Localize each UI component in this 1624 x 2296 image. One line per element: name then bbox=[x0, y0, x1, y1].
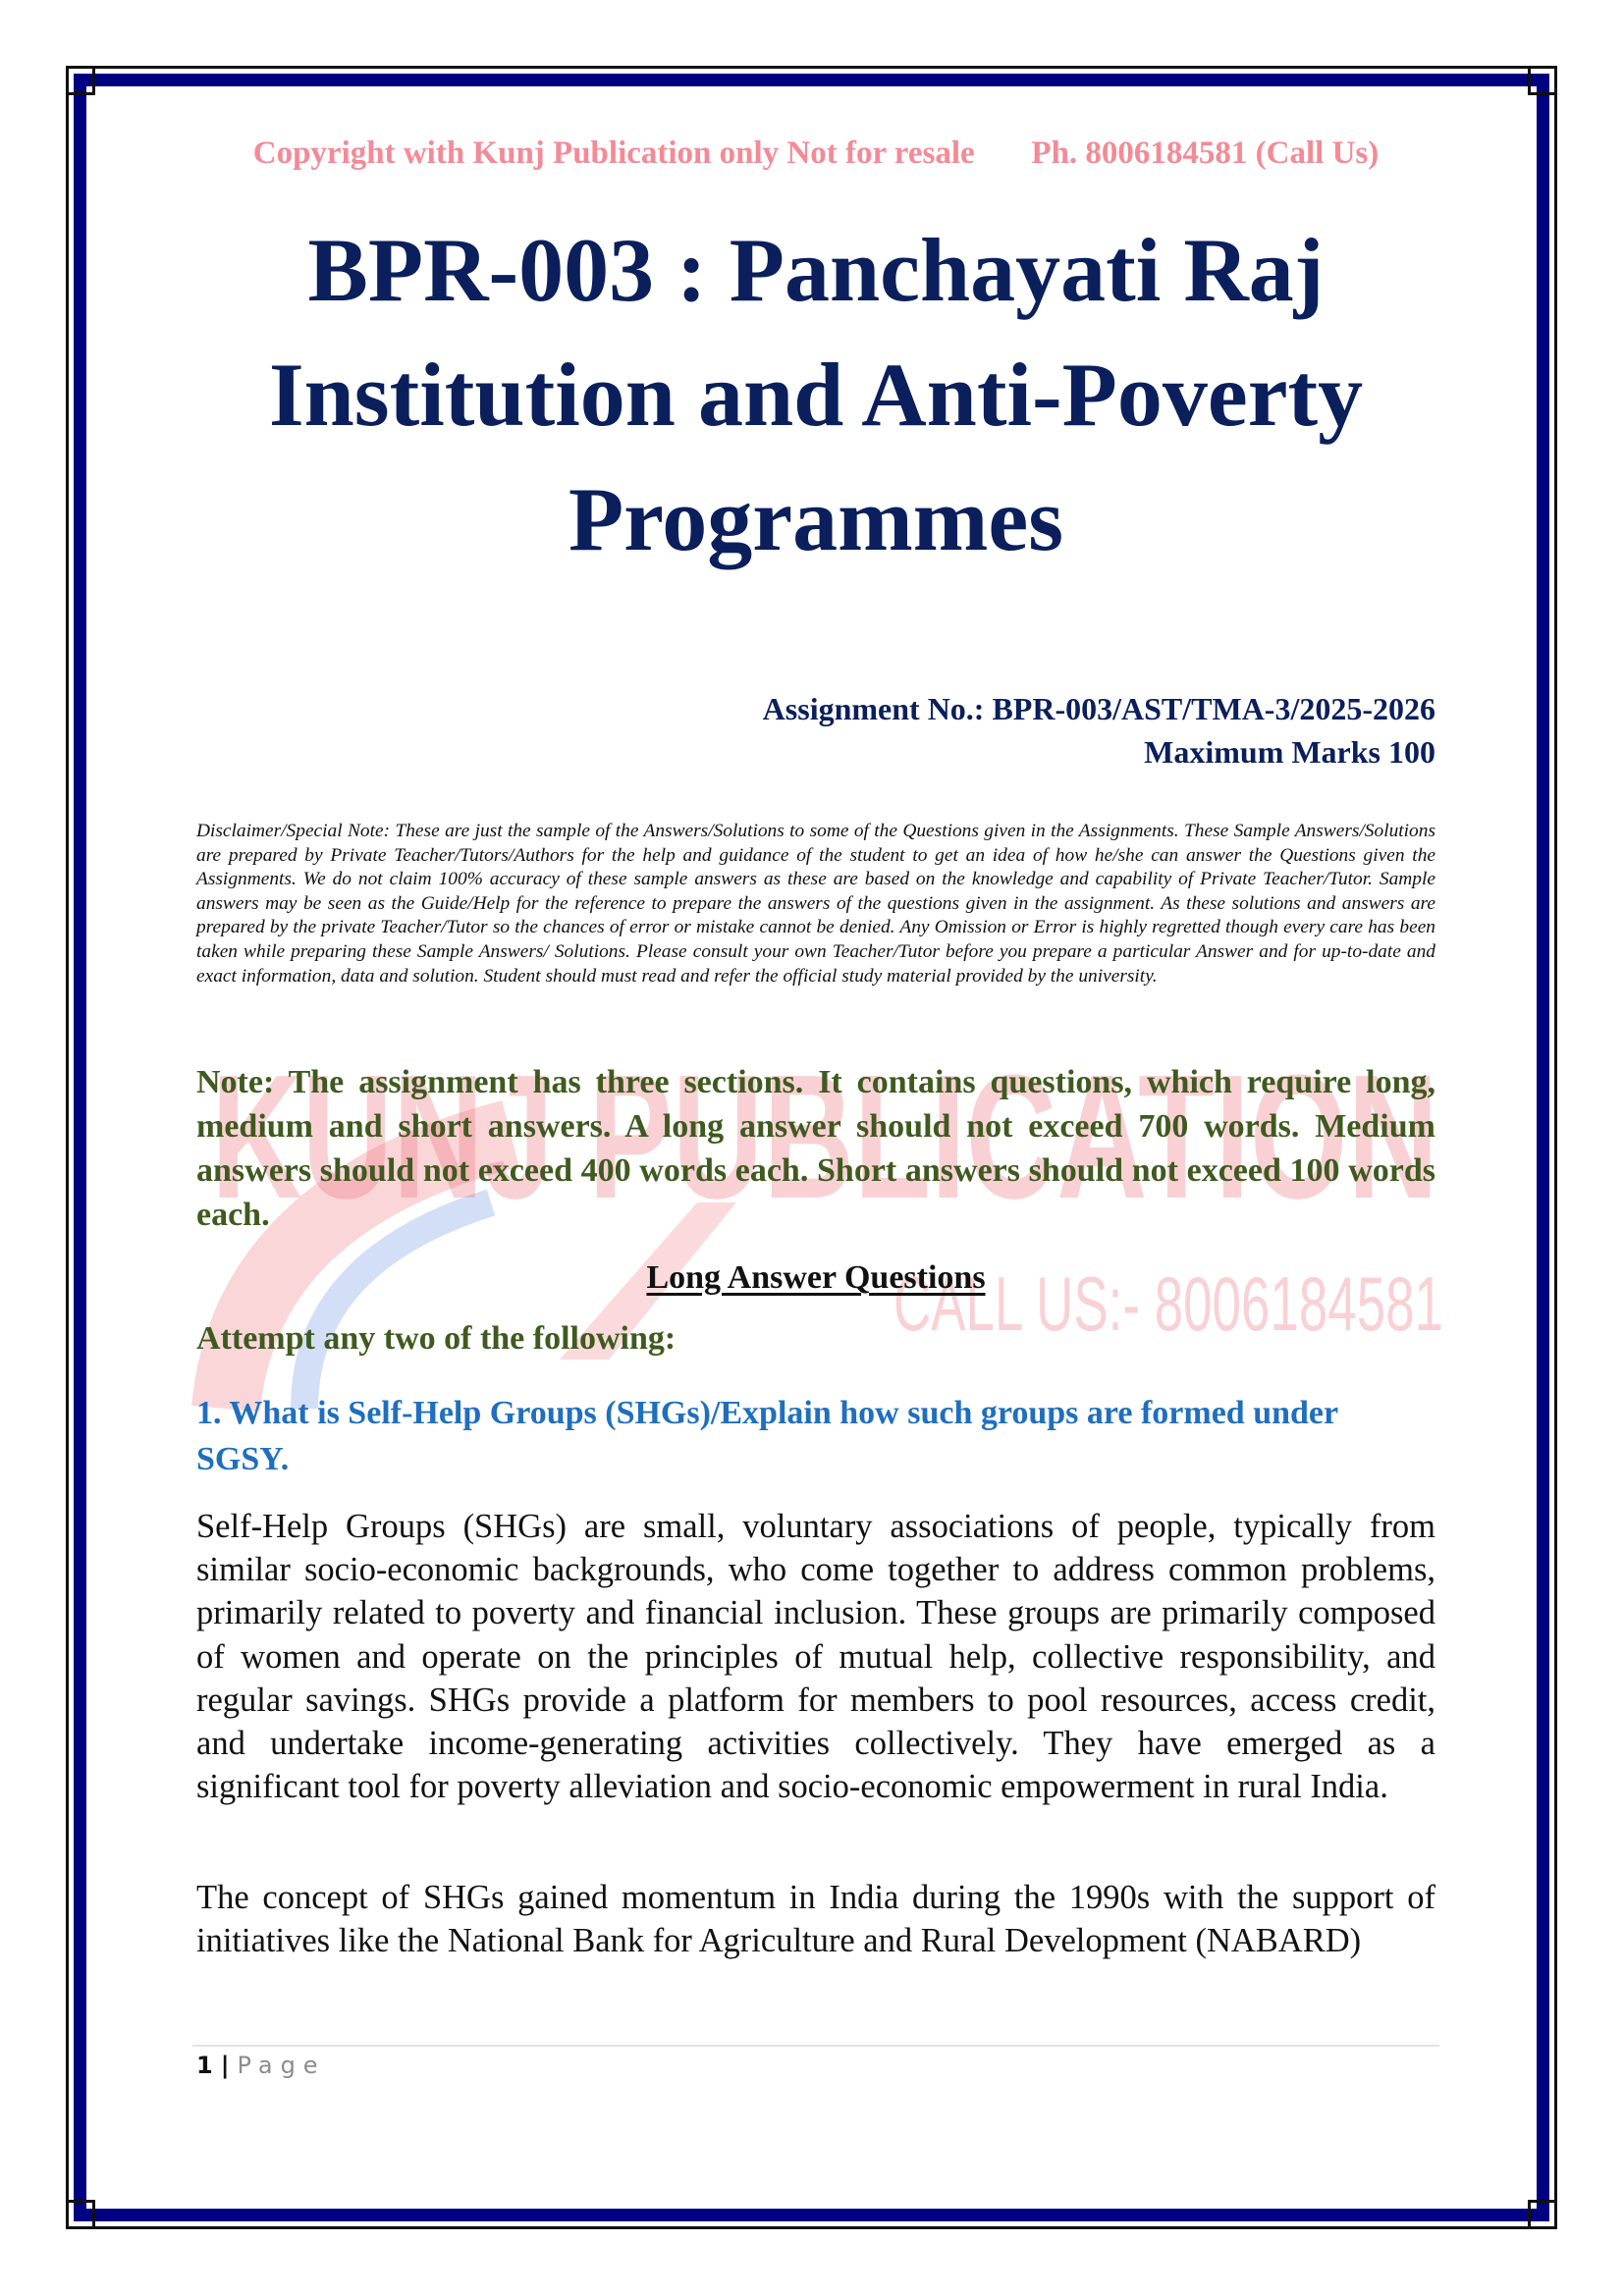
question-1: 1. What is Self-Help Groups (SHGs)/Explain how such groups are formed under SGSY. bbox=[196, 1395, 1338, 1477]
title-line-1: BPR-003 : Panchayati Raj bbox=[307, 220, 1325, 320]
assignment-info bbox=[196, 687, 1435, 774]
copyright-header bbox=[196, 135, 1435, 172]
corner-ornament-top-right bbox=[1528, 66, 1557, 95]
phone-text: Ph. 8006184581 (Call Us) bbox=[1031, 135, 1380, 171]
page-title bbox=[196, 208, 1435, 582]
page-number: 1 bbox=[196, 2052, 213, 2079]
footer-divider bbox=[192, 2045, 1439, 2047]
answer-paragraph: Self-Help Groups (SHGs) are small, voluntary associations of people, typically from similar socio-economic backgrounds, who come together to address common problems, primarily related to poverty and financial inclusion. These groups are primarily composed of women and operate on the principles of mutual help, collective responsibility, and regular savings. SHGs provide a platform for members to pool resources, access credit, and undertake income-generating activities collectively. They have emerged as a significant tool for poverty alleviation and socio-economic empowerment in rural India. bbox=[196, 1508, 1435, 1806]
title-line-2: Institution and Anti-Poverty bbox=[268, 345, 1364, 445]
title-line-3: Programmes bbox=[568, 469, 1064, 569]
answer-paragraph: The concept of SHGs gained momentum in India during the 1990s with the support of initiatives like the National Bank for Agriculture and Rural Development (NABARD) bbox=[196, 1879, 1435, 1960]
corner-ornament-top-left bbox=[66, 66, 95, 95]
section-heading-text: Long Answer Questions bbox=[646, 1259, 986, 1296]
watermark-brand: KUNJ PUBLICATION bbox=[211, 1039, 1438, 1236]
assignment-number: Assignment No.: BPR-003/AST/TMA-3/2025-2026 bbox=[762, 691, 1435, 726]
corner-ornament-bottom-right bbox=[1528, 2200, 1557, 2229]
corner-ornament-bottom-left bbox=[66, 2200, 95, 2229]
disclaimer: Disclaimer/Special Note: These are just the sample of the Answers/Solutions to some of the Questions given in the Assignments. These Sample Answers/Solutions are prepared by Private Teacher/Tutors/Authors for the help and guidance of the student to get an idea of how he/she can answer the Questions given the Assignments. We do not claim 100% accuracy of these sample answers as these are based on the knowledge and capability of Private Teacher/Tutor. Sample answers may be seen as the Guide/Help for the reference to prepare the answers of the questions given in the assignment. As these solutions and answers are prepared by the private Teacher/Tutor so the chances of error or mistake cannot be denied. Any Omission or Error is highly regretted though every care has been taken while preparing these Sample Answers/ Solutions. Please consult your own Teacher/Tutor before you prepare a particular Answer and for up-to-date and exact information, data and solution. Student should must read and refer the official study material provided by the university. bbox=[196, 821, 1435, 987]
copyright-text: Copyright with Kunj Publication only Not for resale bbox=[252, 135, 975, 171]
watermark-call: CALL US:- 8006184581 bbox=[893, 1260, 1443, 1347]
page-label: Page bbox=[237, 2052, 326, 2079]
section-heading bbox=[196, 1259, 1435, 1297]
maximum-marks: Maximum Marks 100 bbox=[1144, 734, 1435, 770]
assignment-note: Note: The assignment has three sections. It contains questions, which require long, medium and short answers. A long answer should not exceed 700 words. Medium answers should not exceed 400 words each. Short answers should not exceed 100 words each. bbox=[196, 1064, 1435, 1233]
section-instruction: Attempt any two of the following: bbox=[196, 1320, 677, 1357]
page-footer bbox=[196, 2052, 326, 2079]
footer-separator: | bbox=[220, 2052, 230, 2079]
